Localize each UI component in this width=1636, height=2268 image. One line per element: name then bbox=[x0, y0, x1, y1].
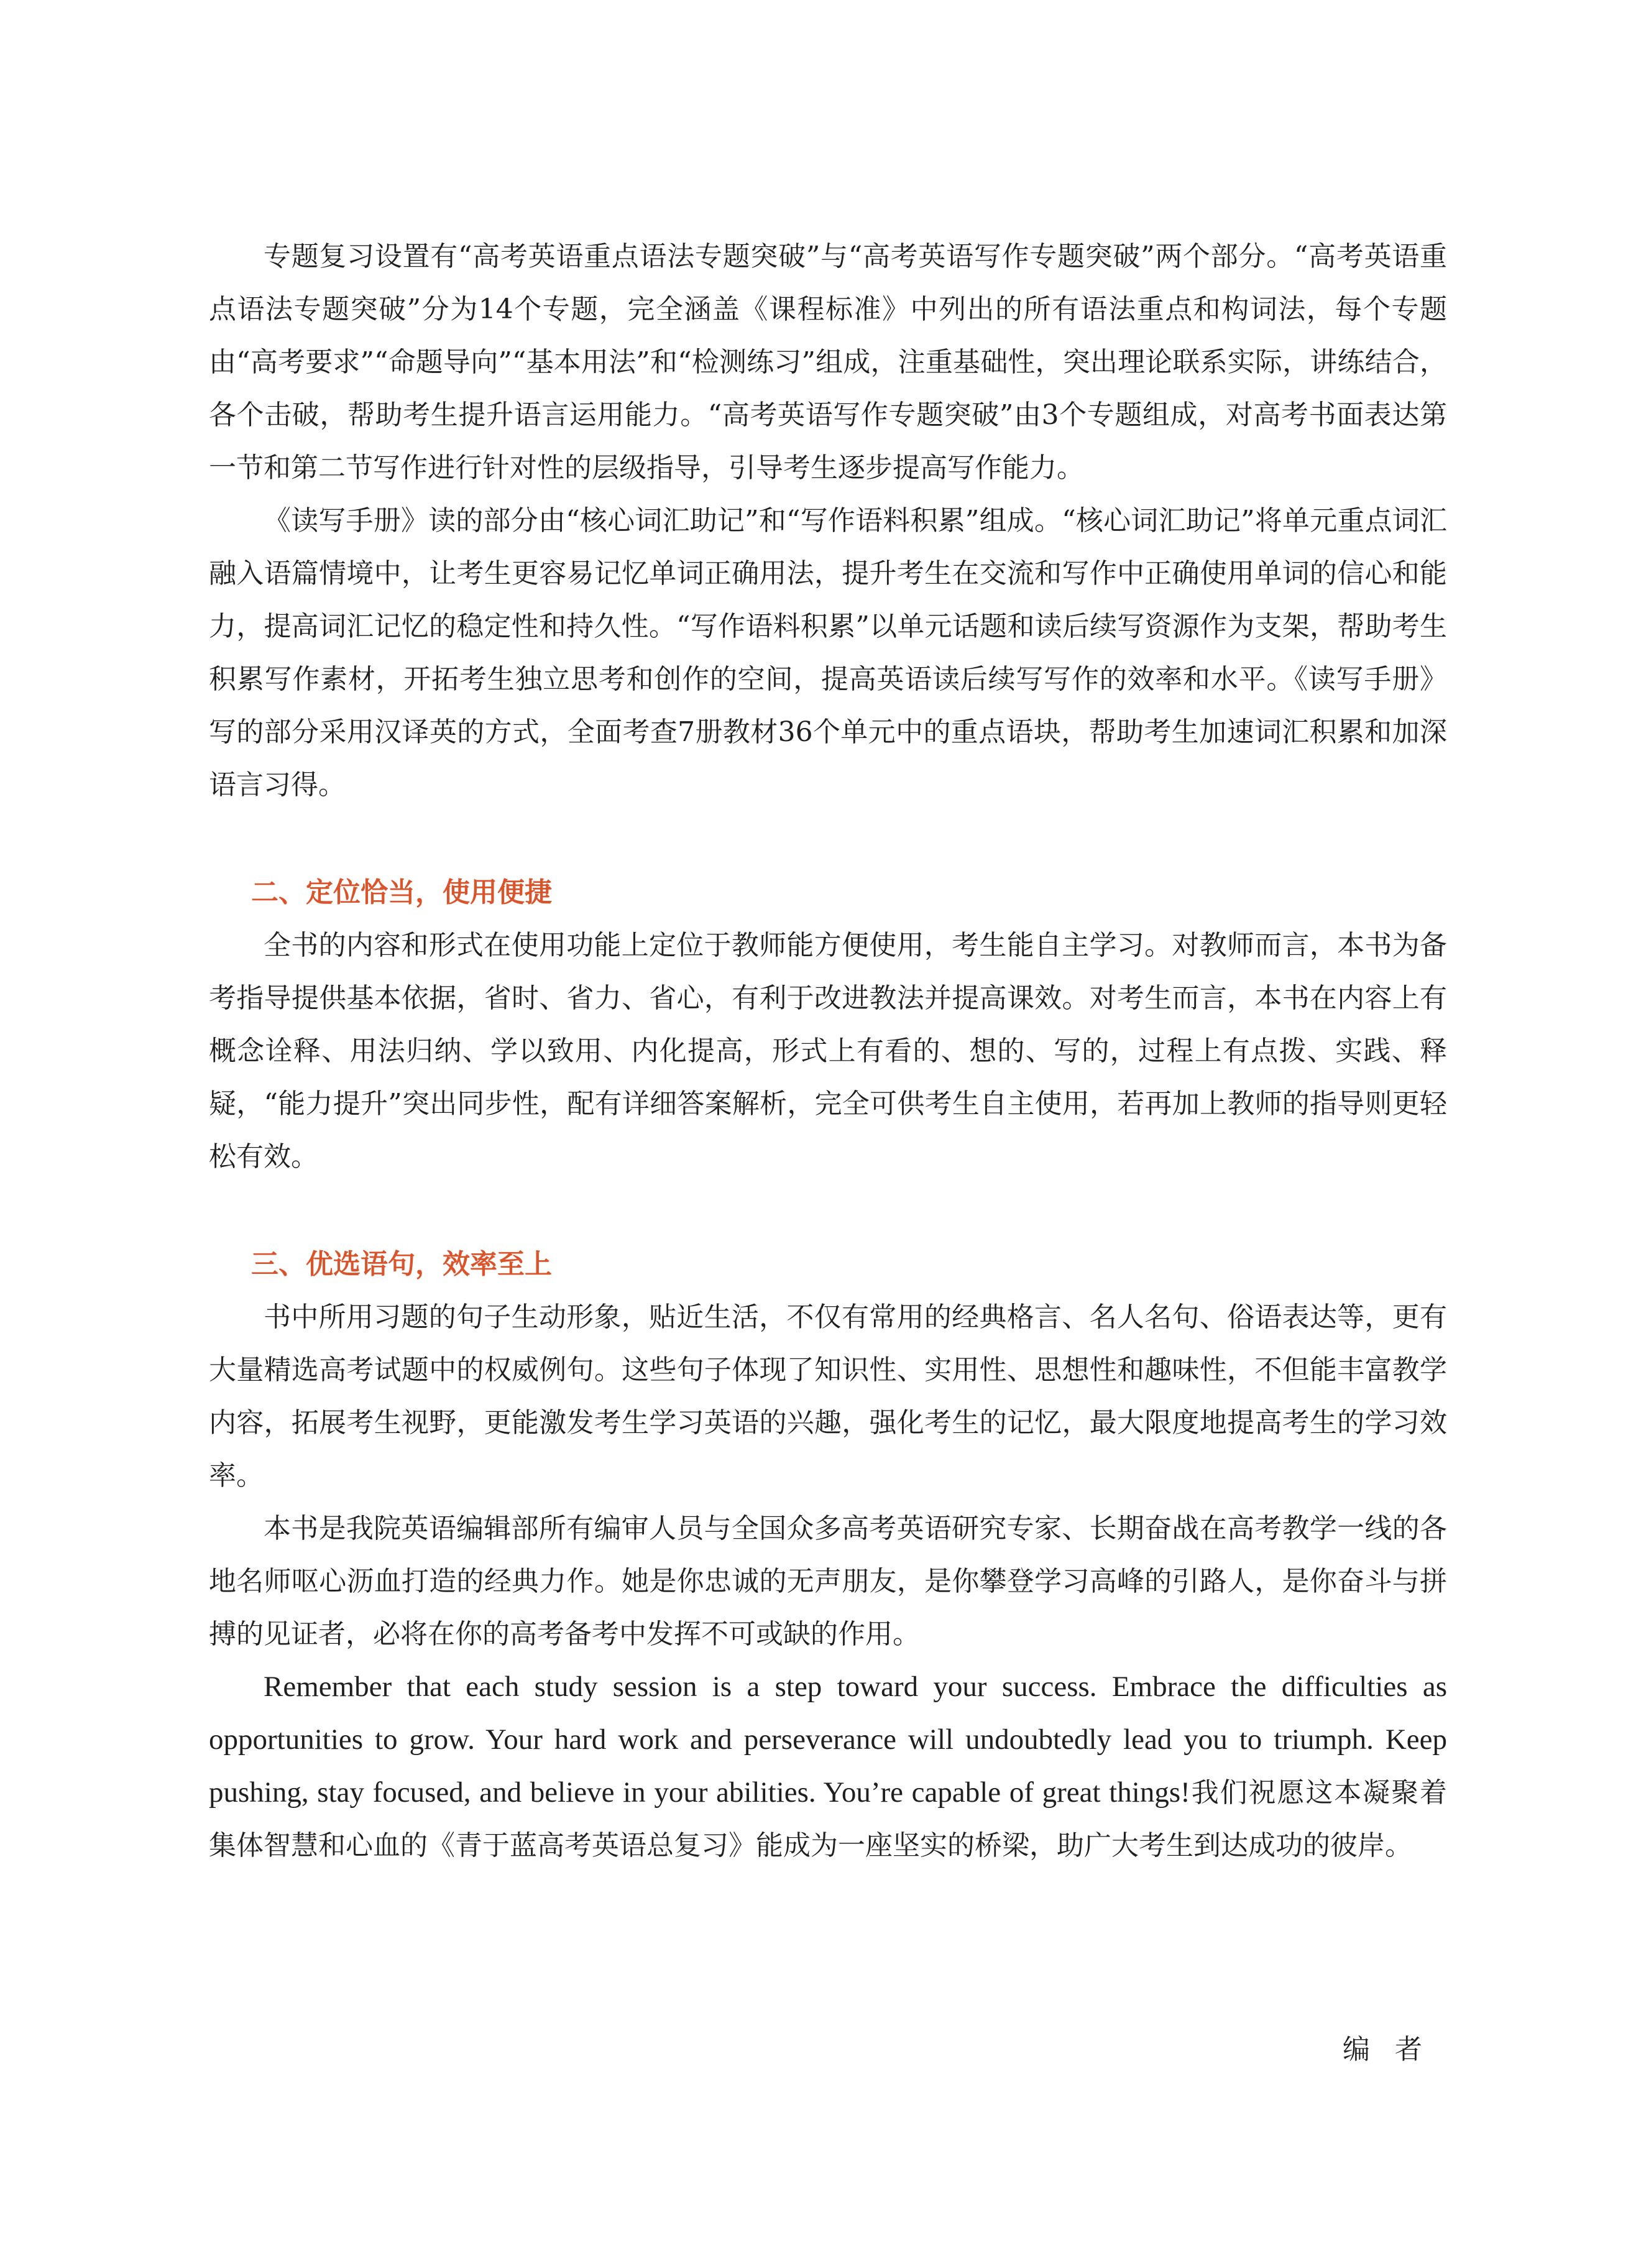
paragraph-selected-sentences: 书中所用习题的句子生动形象，贴近生活，不仅有常用的经典格言、名人名句、俗语表达等，更有大量精选高考试题中的权威例句。这些句子体现了知识性、实用性、思想性和趣味性，不但能丰富教学内容，拓展考生视野，更能激发考生学习英语的兴趣，强化考生的记忆，最大限度地提高考生的学习效率。 bbox=[209, 1301, 1447, 1491]
paragraph-topic-review: 专题复习设置有“高考英语重点语法专题突破”与“高考英语写作专题突破”两个部分。“高考英语重点语法专题突破”分为14个专题，完全涵盖《课程标准》中列出的所有语法重点和构词法，每个专题由“高考要求”“命题导向”“基本用法”和“检测练习”组成，注重基础性，突出理论联系实际，讲练结合，各个击破，帮助考生提升语言运用能力。“高考英语写作专题突破”由3个专题组成，对高考书面表达第一节和第二节写作进行针对性的层级指导，引导考生逐步提高写作能力。 bbox=[209, 241, 1447, 484]
paragraph-positioning: 全书的内容和形式在使用功能上定位于教师能方便使用，考生能自主学习。对教师而言，本书为备考指导提供基本依据，省时、省力、省心，有利于改进教法并提高课效。对考生而言，本书在内容上有概念诠释、用法归纳、学以致用、内化提高，形式上有看的、想的、写的，过程上有点拨、实践、释疑，“能力提升”突出同步性，配有详细答案解析，完全可供考生自主使用，若再加上教师的指导则更轻松有效。 bbox=[209, 929, 1447, 1173]
paragraph-reading-writing-handbook: 《读写手册》读的部分由“核心词汇助记”和“写作语料积累”组成。“核心词汇助记”将单元重点词汇融入语篇情境中，让考生更容易记忆单词正确用法，提升考生在交流和写作中正确使用单词的信心和能力，提高词汇记忆的稳定性和持久性。“写作语料积累”以单元话题和读后续写资源作为支架，帮助考生积累写作素材，开拓考生独立思考和创作的空间，提高英语读后续写写作的效率和水平。《读写手册》写的部分采用汉译英的方式，全面考查7册教材36个单元中的重点语块，帮助考生加速词汇积累和加深语言习得。 bbox=[209, 505, 1447, 801]
closing-wish-cn: 我们祝愿这本凝聚着集体智慧和心血的《青于蓝高考英语总复习》能成为一座坚实的桥梁，助广大考生到达成功的彼岸。 bbox=[209, 1777, 1448, 1861]
section-heading-positioning: 二、定位恰当，使用便捷 bbox=[251, 877, 552, 908]
english-encouragement: Remember that each study session is a step toward your success. Embrace the difficulties as opportunities to grow. Your hard work and perseverance will undoubtedly lead you to triumph. Keep pushing, stay focused, and believe in your abilities. You’re capable of great things! bbox=[209, 1671, 1447, 1809]
section-heading-selected-sentences: 三、优选语句，效率至上 bbox=[251, 1248, 552, 1280]
preface-body bbox=[209, 230, 1447, 1872]
paragraph-closing-wishes bbox=[209, 1661, 1447, 1872]
signature-editors: 编者 bbox=[1343, 2034, 1447, 2065]
paragraph-editorial-team: 本书是我院英语编辑部所有编审人员与全国众多高考英语研究专家、长期奋战在高考教学一线的各地名师呕心沥血打造的经典力作。她是你忠诚的无声朋友，是你攀登学习高峰的引路人，是你奋斗与拼搏的见证者，必将在你的高考备考中发挥不可或缺的作用。 bbox=[209, 1513, 1447, 1650]
